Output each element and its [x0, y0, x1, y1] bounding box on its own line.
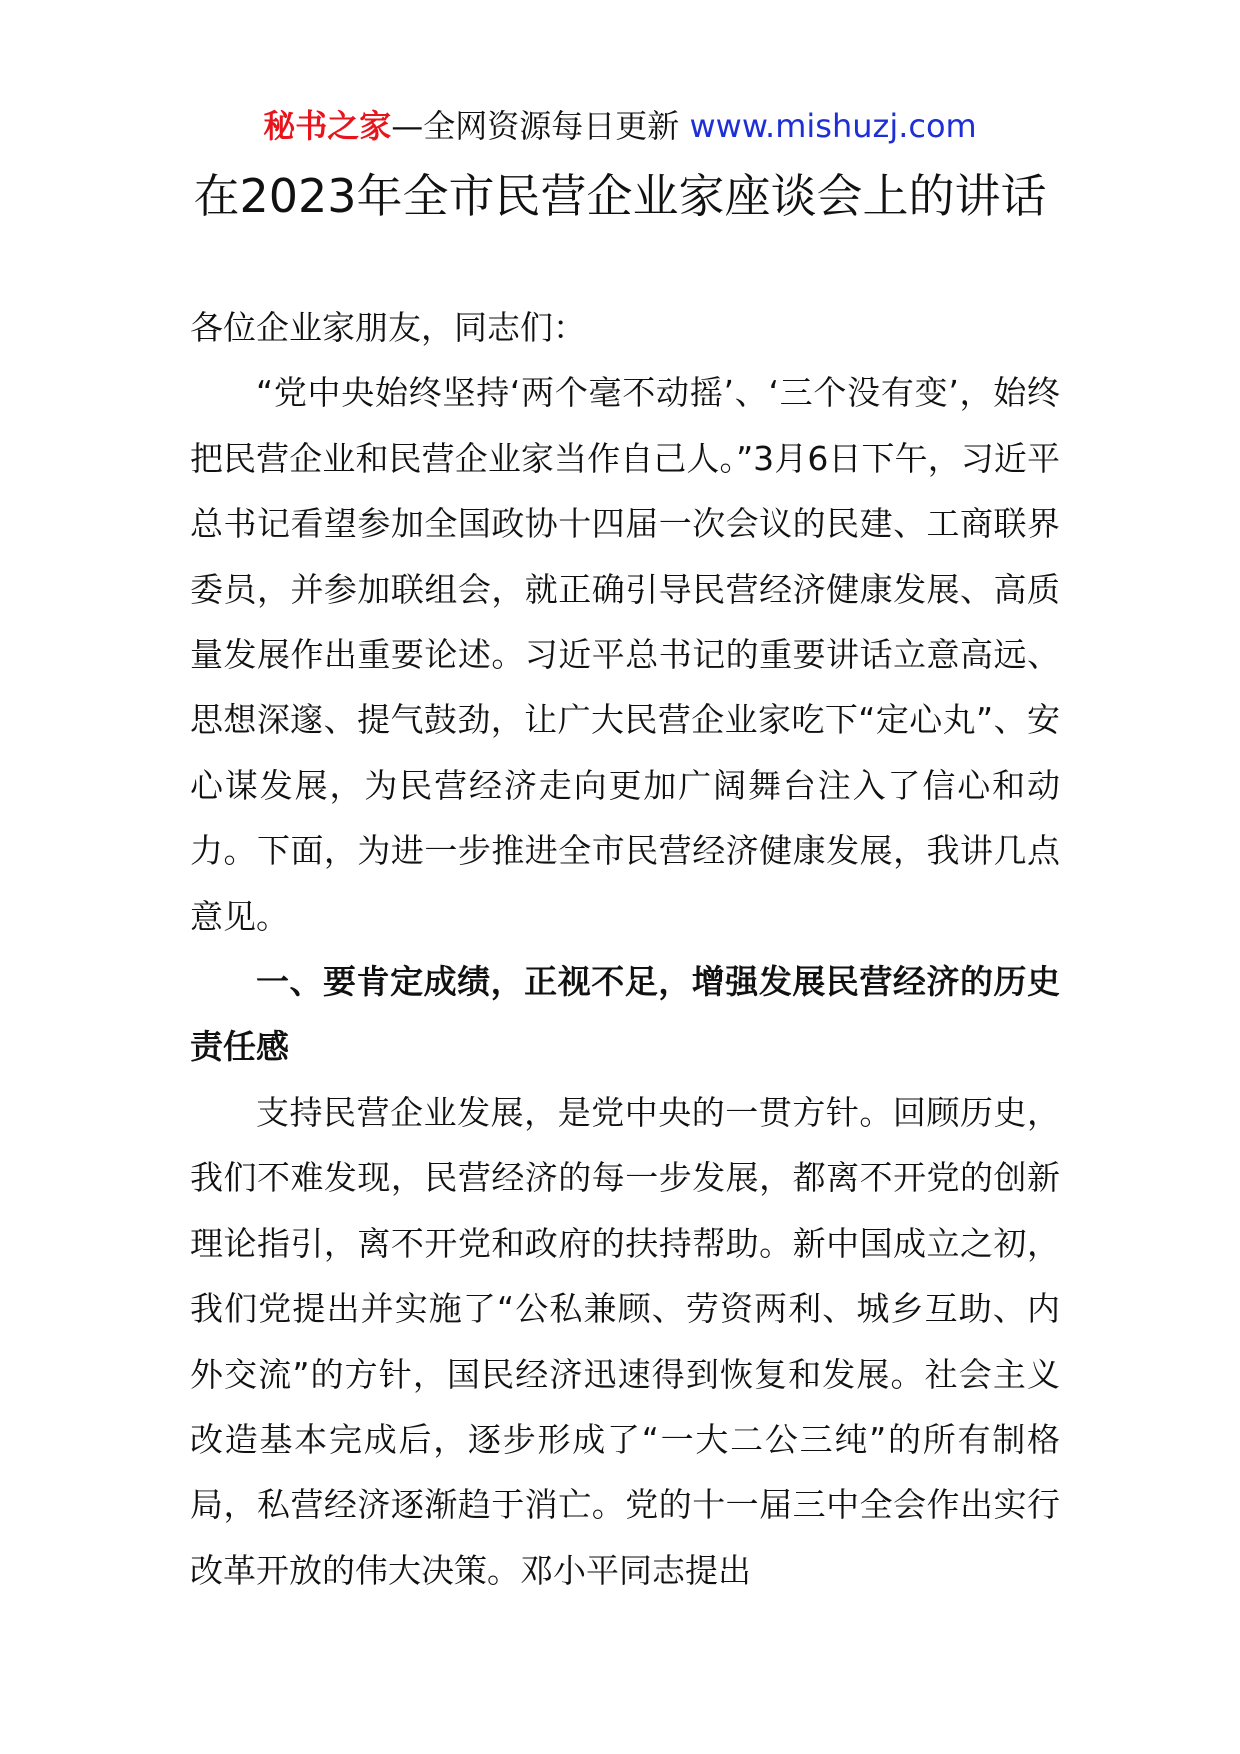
- site-url-link[interactable]: www.mishuzj.com: [689, 107, 977, 145]
- document-title: 在2023年全市民营企业家座谈会上的讲话: [193, 169, 1047, 223]
- brand-name: 秘书之家: [263, 107, 392, 145]
- site-header: [0, 104, 1240, 148]
- body-paragraph-1: “党中央始终坚持‘两个毫不动摇’、‘三个没有变’，始终把民营企业和民营企业家当作自己人。”3月6日下午，习近平总书记看望参加全国政协十四届一次会议的民建、工商联界委员，并参加联组会，就正确引导民营经济健康发展、高质量发展作出重要论述。习近平总书记的重要讲话立意高远、思想深邃、提气鼓劲，让广大民营企业家吃下“定心丸”、安心谋发展，为民营经济走向更加广阔舞台注入了信心和动力。下面，为进一步推进全市民营经济健康发展，我讲几点意见。: [190, 373, 1060, 936]
- document-body: [190, 295, 1060, 1603]
- body-paragraph-2: 支持民营企业发展，是党中央的一贯方针。回顾历史，我们不难发现，民营经济的每一步发展，都离不开党的创新理论指引，离不开党和政府的扶持帮助。新中国成立之初，我们党提出并实施了“公私兼顾、劳资两利、城乡互助、内外交流”的方针，国民经济迅速得到恢复和发展。社会主义改造基本完成后，逐步形成了“一大二公三纯”的所有制格局，私营经济逐渐趋于消亡。党的十一届三中全会作出实行改革开放的伟大决策。邓小平同志提出: [190, 1092, 1060, 1590]
- salutation: 各位企业家朋友，同志们：: [190, 308, 586, 347]
- section-heading-1: 一、要肯定成绩，正视不足，增强发展民营经济的历史责任感: [190, 962, 1060, 1067]
- header-tagline: —全网资源每日更新: [391, 107, 680, 145]
